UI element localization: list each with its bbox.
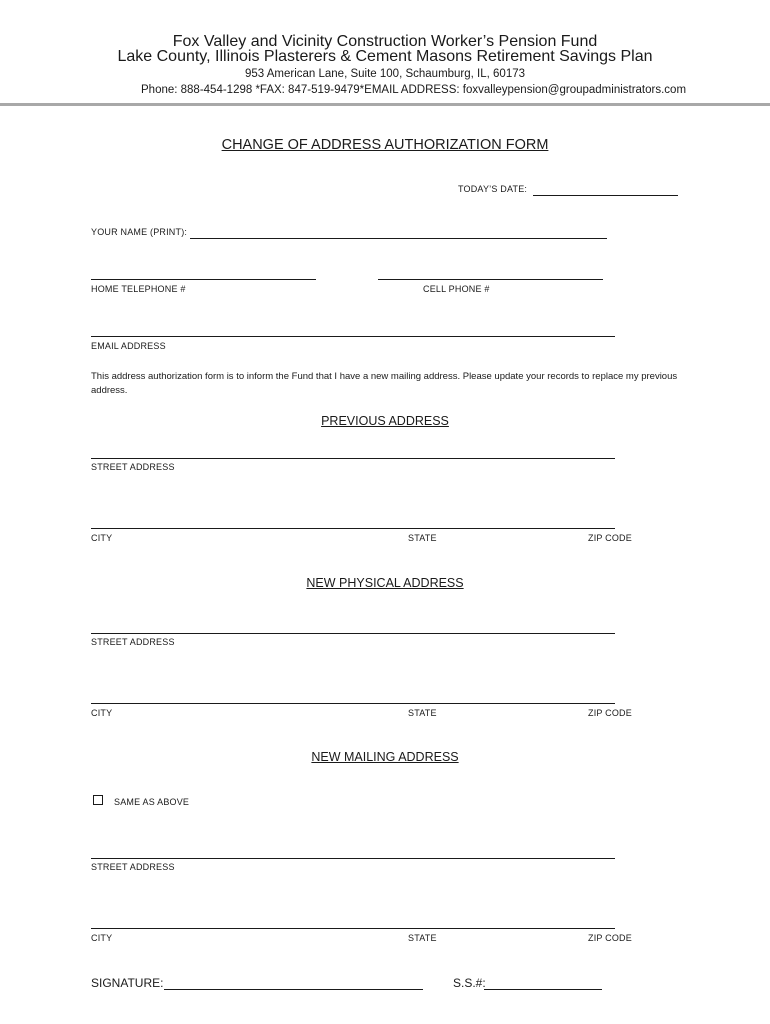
plan-name: Lake County, Illinois Plasterers & Cement Masons Retirement Savings Plan [117,48,653,65]
same-as-above-label: SAME AS ABOVE [114,797,190,807]
mailing-street-field[interactable] [91,858,615,859]
home-phone-field[interactable] [91,279,316,280]
todays-date-label: TODAY’S DATE: [458,184,528,194]
home-phone-label: HOME TELEPHONE # [91,284,186,294]
previous-city-label: CITY [91,533,113,543]
previous-city-state-zip-field[interactable] [91,528,615,529]
previous-address-heading: PREVIOUS ADDRESS [321,414,449,428]
previous-zip-label: ZIP CODE [588,533,632,543]
ss-number-field[interactable] [484,989,602,990]
fund-address: 953 American Lane, Suite 100, Schaumburg, IL, 60173 [244,68,526,80]
previous-street-field[interactable] [91,458,615,459]
mailing-state-label: STATE [408,933,437,943]
physical-address-heading: NEW PHYSICAL ADDRESS [306,576,464,590]
email-field[interactable] [91,336,615,337]
ss-number-label: S.S.#: [453,976,486,990]
mailing-city-label: CITY [91,933,113,943]
same-as-above-checkbox[interactable] [93,795,103,805]
mailing-city-state-zip-field[interactable] [91,928,615,929]
physical-city-label: CITY [91,708,113,718]
signature-label: SIGNATURE: [91,976,164,990]
physical-street-field[interactable] [91,633,615,634]
physical-street-label: STREET ADDRESS [91,637,175,647]
email-label: EMAIL ADDRESS [91,341,166,351]
physical-city-state-zip-field[interactable] [91,703,615,704]
physical-zip-label: ZIP CODE [588,708,632,718]
name-label: YOUR NAME (PRINT): [91,227,188,237]
fund-name: Fox Valley and Vicinity Construction Worker’s Pension Fund [172,33,598,50]
mailing-address-heading: NEW MAILING ADDRESS [311,750,459,764]
mailing-street-label: STREET ADDRESS [91,862,175,872]
previous-state-label: STATE [408,533,437,543]
previous-street-label: STREET ADDRESS [91,462,175,472]
instructions-text: This address authorization form is to inform the Fund that I have a new mailing address. Please update your records to replace my previous address. [91,371,678,396]
header-divider [0,103,770,106]
signature-field[interactable] [164,989,423,990]
todays-date-field[interactable] [533,195,678,196]
fund-contact: Phone: 888-454-1298 *FAX: 847-519-9479*EMAIL ADDRESS: foxvalleypension@groupadministrators.com [141,84,687,96]
name-field[interactable] [190,238,607,239]
cell-phone-label: CELL PHONE # [423,284,490,294]
physical-state-label: STATE [408,708,437,718]
mailing-zip-label: ZIP CODE [588,933,632,943]
form-title: CHANGE OF ADDRESS AUTHORIZATION FORM [221,137,549,153]
cell-phone-field[interactable] [378,279,603,280]
